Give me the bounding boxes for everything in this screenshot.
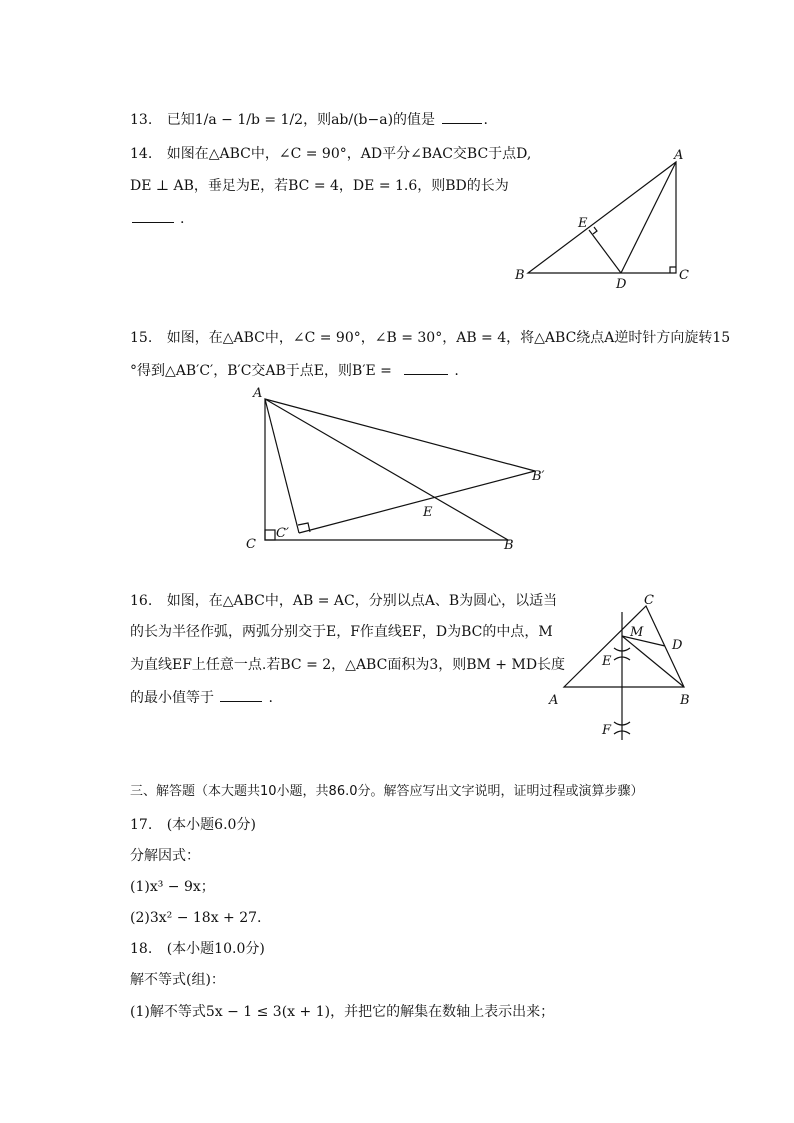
question-15-line-1 (130, 329, 730, 347)
question-17-prompt: 分解因式： (130, 848, 200, 864)
question-16-line-4 (130, 687, 273, 707)
label-e: E (578, 216, 588, 231)
triangle-abc (528, 162, 676, 273)
label-a: A (253, 386, 263, 401)
question-number: 17. (130, 817, 153, 833)
figure-q14 (510, 148, 710, 293)
question-16-line-1 (130, 592, 557, 610)
question-17-part-2: (2)3x² − 18x + 27. (130, 910, 262, 926)
answer-blank (404, 360, 448, 375)
question-16-line-2: 的长为半径作弧，两弧分别交于E，F作直线EF，D为BC的中点，M (130, 624, 553, 640)
question-number: 14. (130, 146, 153, 162)
question-17-header (130, 816, 256, 834)
label-b-prime: B′ (532, 469, 545, 484)
figure-q16 (540, 590, 700, 745)
segment-ab-prime (265, 399, 535, 471)
question-18-part-1: (1)解不等式5x − 1 ≤ 3(x + 1)，并把它的解集在数轴上表示出来； (130, 1004, 555, 1020)
label-a: A (549, 693, 559, 708)
label-e: E (602, 654, 612, 669)
label-c-prime: C′ (276, 526, 289, 541)
segment-ad (621, 162, 676, 273)
question-text: 如图，在△ABC中，AB = AC，分别以点A、B为圆心，以适当 (166, 593, 558, 609)
right-angle-e (593, 227, 597, 234)
triangle-abc (265, 399, 508, 540)
question-13 (130, 109, 488, 129)
question-number: 16. (130, 593, 153, 609)
right-angle-c (265, 530, 275, 540)
label-c: C (246, 537, 256, 552)
segment-ac-prime (265, 399, 299, 533)
question-text: 如图在△ABC中，∠C = 90°，AD平分∠BAC交BC于点D, (166, 146, 532, 162)
question-end: . (180, 211, 185, 227)
question-text: 的最小值等于 (130, 690, 214, 706)
label-c: C (644, 593, 654, 608)
segment-de (589, 230, 621, 273)
label-f: F (602, 723, 612, 738)
label-c: C (679, 268, 689, 283)
label-m: M (630, 625, 644, 640)
label-d: D (672, 638, 683, 653)
triangle-abc (564, 606, 684, 687)
label-b: B (504, 538, 514, 553)
question-15-line-2 (130, 360, 459, 380)
label-a: A (674, 148, 684, 163)
question-text: 已知1/a − 1/b = 1/2，则ab/(b−a)的值是 (166, 112, 436, 128)
question-16-line-3: 为直线EF上任意一点.若BC = 2，△ABC面积为3，则BM + MD长度 (130, 657, 566, 673)
section-3-title: 三、解答题（本大题共10小题，共86.0分。解答应写出文字说明，证明过程或演算步骤） (130, 784, 644, 799)
question-score: (本小题10.0分) (166, 941, 265, 957)
label-d: D (616, 277, 627, 292)
question-text: °得到△AB′C′，B′C交AB于点E，则B′E = (130, 363, 392, 379)
question-score: (本小题6.0分) (166, 817, 256, 833)
question-text: 如图，在△ABC中，∠C = 90°，∠B = 30°，AB = 4，将△ABC绕点A逆时针方向旋转15 (166, 330, 731, 346)
question-18-prompt: 解不等式(组)： (130, 972, 225, 988)
answer-blank (132, 208, 174, 223)
segment-c-prime-b-prime (299, 471, 535, 533)
figure-q15 (240, 385, 560, 555)
right-angle-c (670, 267, 676, 273)
question-17-part-1: (1)x³ − 9x； (130, 879, 215, 895)
question-end: . (268, 690, 273, 706)
question-14-line-3 (130, 208, 184, 228)
label-e: E (423, 505, 433, 520)
answer-blank (220, 687, 262, 702)
answer-blank (442, 109, 482, 124)
question-end: . (454, 363, 459, 379)
question-number: 13. (130, 112, 153, 128)
label-b: B (515, 268, 525, 283)
question-14-line-2: DE ⊥ AB，垂足为E，若BC = 4，DE = 1.6，则BD的长为 (130, 178, 509, 194)
question-end: . (483, 112, 488, 128)
question-14-line-1 (130, 145, 531, 163)
question-18-header (130, 940, 265, 958)
label-b: B (680, 693, 690, 708)
question-number: 18. (130, 941, 153, 957)
question-number: 15. (130, 330, 153, 346)
